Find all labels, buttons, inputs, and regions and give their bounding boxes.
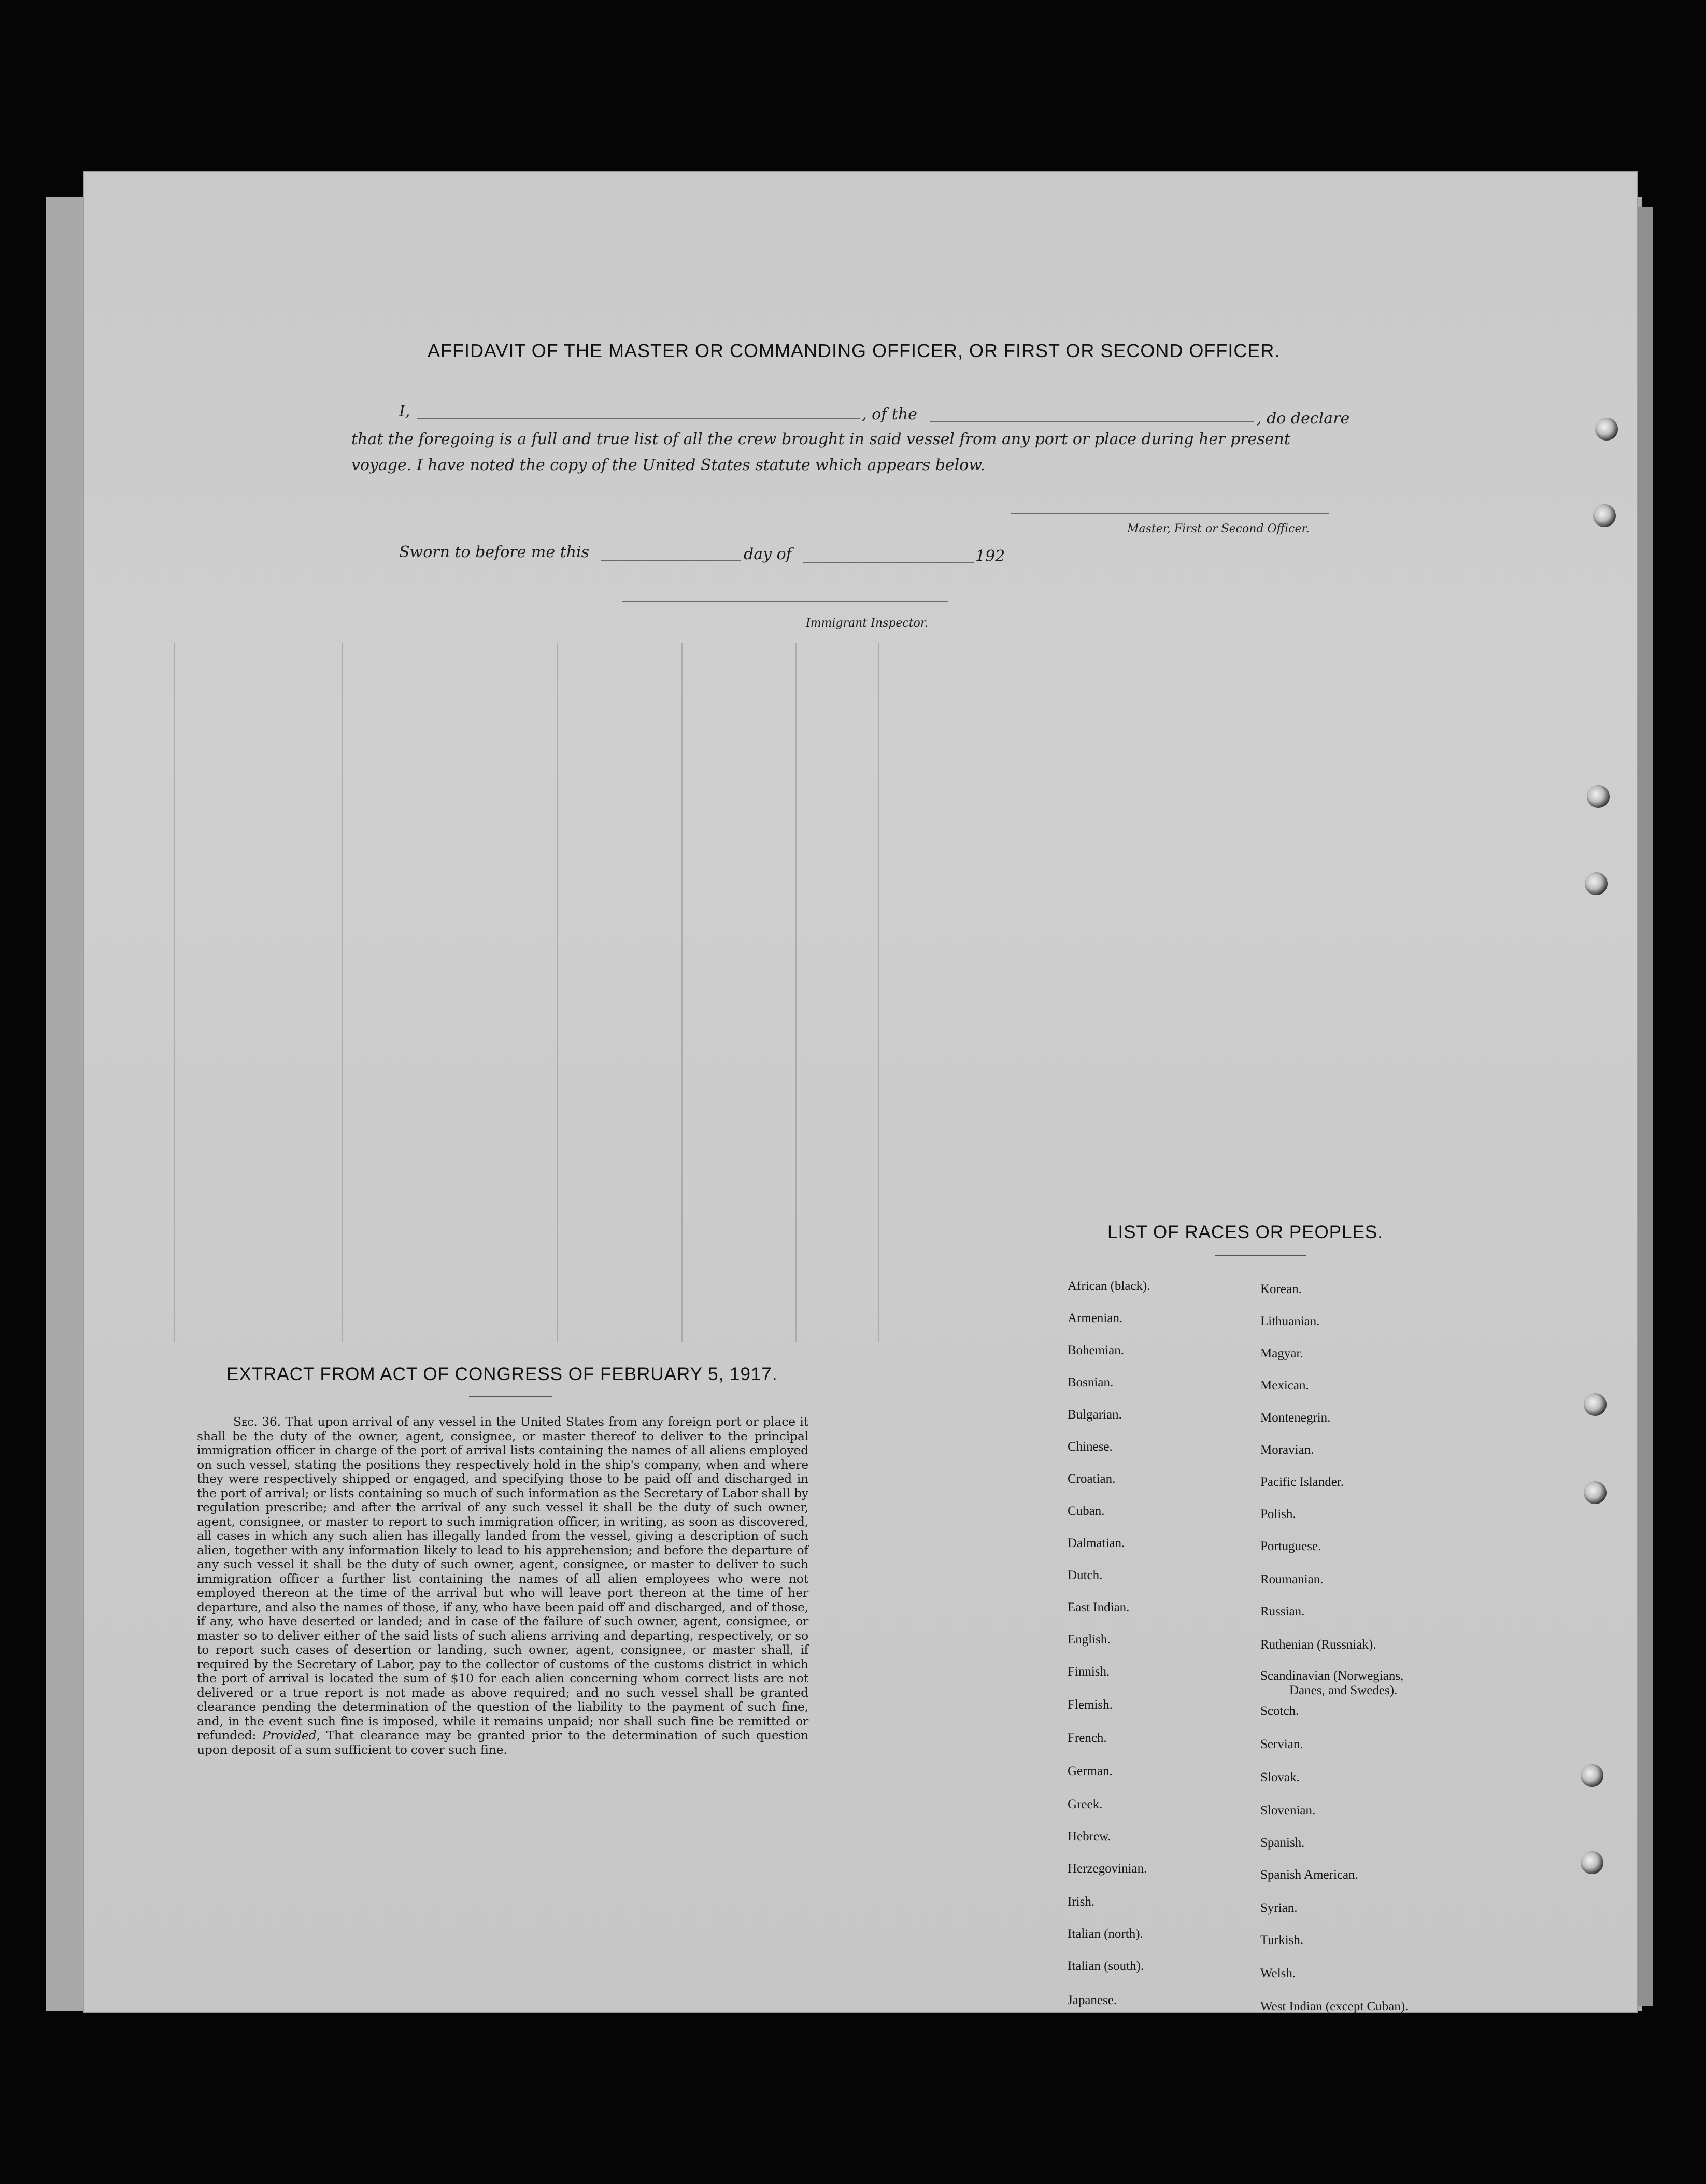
- binder-hole-icon: [1593, 504, 1616, 527]
- race-item: Korean.: [1260, 1282, 1302, 1296]
- race-item: Greek.: [1068, 1797, 1103, 1811]
- sworn-month-line[interactable]: [803, 562, 974, 563]
- race-item: Croatian.: [1068, 1472, 1116, 1486]
- race-item: Scandinavian (Norwegians, Danes, and Swedes).: [1260, 1669, 1404, 1697]
- race-item: Finnish.: [1068, 1665, 1110, 1679]
- race-item: French.: [1068, 1731, 1107, 1745]
- race-item: Lithuanian.: [1260, 1314, 1320, 1328]
- do-declare-label: , do declare: [1257, 409, 1350, 428]
- race-item: Moravian.: [1260, 1443, 1314, 1457]
- table-rule: [342, 643, 343, 1342]
- proviso-label: Provided,: [262, 1728, 320, 1742]
- race-item: Roumanian.: [1260, 1572, 1324, 1586]
- race-item: Montenegrin.: [1260, 1411, 1331, 1425]
- race-item: Hebrew.: [1068, 1830, 1111, 1843]
- statute-text: [197, 1415, 808, 1757]
- race-item: Italian (north).: [1068, 1927, 1143, 1941]
- race-item: Dutch.: [1068, 1568, 1103, 1582]
- binder-hole-icon: [1595, 418, 1618, 441]
- sworn-day-line[interactable]: [601, 560, 741, 561]
- race-item: Scotch.: [1260, 1704, 1299, 1718]
- race-item: Magyar.: [1260, 1346, 1303, 1360]
- proviso-text: That clearance may be granted prior to the determination of such question upon deposit of a sum sufficient to cover such fine.: [197, 1728, 808, 1757]
- extract-heading: EXTRACT FROM ACT OF CONGRESS OF FEBRUARY 5, 1917.: [226, 1364, 778, 1384]
- race-item: Cuban.: [1068, 1504, 1105, 1518]
- binder-hole-icon: [1584, 1393, 1607, 1416]
- affidavit-statement-cont: voyage. I have noted the copy of the United States statute which appears below.: [351, 456, 985, 474]
- section-label: Sec. 36.: [233, 1414, 281, 1429]
- statute-body: That upon arrival of any vessel in the United States from any foreign port or place it shall be the duty of the owner, agent, consignee, or master thereof to deliver to the principal immigration officer in charge of the port of arrival lists containing the names of all aliens employed on such vessel, stating the positions they respectively hold in the ship's company, when and where they were respectively shipped or engaged, and specifying those to be paid off and discharged in the port of arrival; or lists containing so much of such information as the Secretary of Labor shall by regulation prescribe; and after the arrival of any such vessel it shall be the duty of such owner, agent, consignee, or master to report to such immigration officer, in writing, as soon as discovered, all cases in which any such alien has illegally landed from the vessel, giving a description of such alien, together with any information likely to lead to his apprehension; and before the departure of any such vessel it shall be the duty of such owner, agent, consignee, or master to deliver to such immigration officer a further list containing the names of all alien employees who were not employed thereon at the time of the arrival but who will leave port thereon at the time of her departure, and also the names of those, if any, who have been paid off and discharged, and of those, if any, who have deserted or landed; and in case of the failure of such owner, agent, consignee, or master so to deliver either of the said lists of such aliens arriving and departing, respectively, or so to report such cases of desertion or landing, such owner, agent, consignee, or master shall, if required by the Secretary of Labor, pay to the collector of customs of the customs district in which the port of arrival is located the sum of $10 for each alien concerning whom correct lists are not delivered or a true report is not made as above required; and no such vessel shall be granted clearance pending the determination of the question of the liability to the payment of such fine, and, in the event such fine is imposed, while it remains unpaid; nor shall such fine be remitted or refunded:: [197, 1414, 808, 1742]
- year-label: 192: [975, 547, 1005, 565]
- table-rule: [557, 643, 558, 1342]
- race-item: Russian.: [1260, 1605, 1305, 1619]
- affidavit-i-label: I,: [399, 402, 410, 420]
- race-item: Turkish.: [1260, 1933, 1304, 1947]
- table-rule: [681, 643, 683, 1342]
- inspector-caption: Immigrant Inspector.: [806, 617, 928, 630]
- table-rule: [174, 643, 175, 1342]
- race-item: Dalmatian.: [1068, 1536, 1125, 1550]
- affiant-name-line[interactable]: [417, 418, 860, 419]
- day-of-label: day of: [744, 545, 792, 563]
- race-item: Spanish American.: [1260, 1868, 1358, 1882]
- binder-hole-icon: [1584, 1481, 1607, 1504]
- affidavit-statement: that the foregoing is a full and true list of all the crew brought in said vessel from any port or place during her present: [351, 430, 1290, 448]
- race-item: Irish.: [1068, 1895, 1095, 1909]
- binder-hole-icon: [1581, 1764, 1603, 1787]
- race-item: German.: [1068, 1764, 1113, 1778]
- race-item: Italian (south).: [1068, 1959, 1144, 1973]
- race-item: Servian.: [1260, 1737, 1303, 1751]
- race-item: African (black).: [1068, 1279, 1150, 1293]
- master-caption: Master, First or Second Officer.: [1127, 522, 1310, 535]
- race-item: Portuguese.: [1260, 1539, 1321, 1553]
- race-item: Japanese.: [1068, 1993, 1117, 2007]
- binder-hole-icon: [1581, 1851, 1603, 1874]
- race-item: Ruthenian (Russniak).: [1260, 1638, 1376, 1652]
- of-the-label: , of the: [862, 405, 917, 423]
- race-item: Herzegovinian.: [1068, 1862, 1147, 1876]
- vessel-name-line[interactable]: [930, 421, 1254, 422]
- race-item: Slovenian.: [1260, 1804, 1316, 1818]
- race-item: Slovak.: [1260, 1770, 1300, 1784]
- table-rule: [795, 643, 797, 1342]
- race-item: Welsh.: [1260, 1966, 1296, 1980]
- races-heading: LIST OF RACES OR PEOPLES.: [1107, 1222, 1384, 1242]
- sworn-label: Sworn to before me this: [399, 543, 590, 561]
- race-item: Polish.: [1260, 1507, 1296, 1521]
- race-item: West Indian (except Cuban).: [1260, 1999, 1409, 2013]
- race-item: Bohemian.: [1068, 1343, 1125, 1357]
- master-signature-line[interactable]: [1011, 513, 1329, 514]
- inspector-signature-line[interactable]: [622, 601, 948, 602]
- race-item: Mexican.: [1260, 1379, 1309, 1393]
- race-item: Syrian.: [1260, 1901, 1298, 1915]
- race-item: Chinese.: [1068, 1440, 1113, 1454]
- binder-hole-icon: [1585, 872, 1608, 895]
- race-item: English.: [1068, 1633, 1111, 1647]
- table-rule: [878, 643, 879, 1342]
- binder-hole-icon: [1587, 785, 1610, 808]
- extract-heading-rule: [469, 1396, 552, 1397]
- race-item: Armenian.: [1068, 1311, 1123, 1325]
- races-heading-rule: [1215, 1255, 1306, 1256]
- race-item: Pacific Islander.: [1260, 1475, 1344, 1489]
- affidavit-heading: AFFIDAVIT OF THE MASTER OR COMMANDING OFFICER, OR FIRST OR SECOND OFFICER.: [428, 340, 1281, 361]
- race-item: Spanish.: [1260, 1836, 1305, 1850]
- race-item: Bulgarian.: [1068, 1408, 1122, 1422]
- race-item: Bosnian.: [1068, 1375, 1114, 1389]
- race-item: Flemish.: [1068, 1698, 1113, 1712]
- race-item: East Indian.: [1068, 1600, 1130, 1614]
